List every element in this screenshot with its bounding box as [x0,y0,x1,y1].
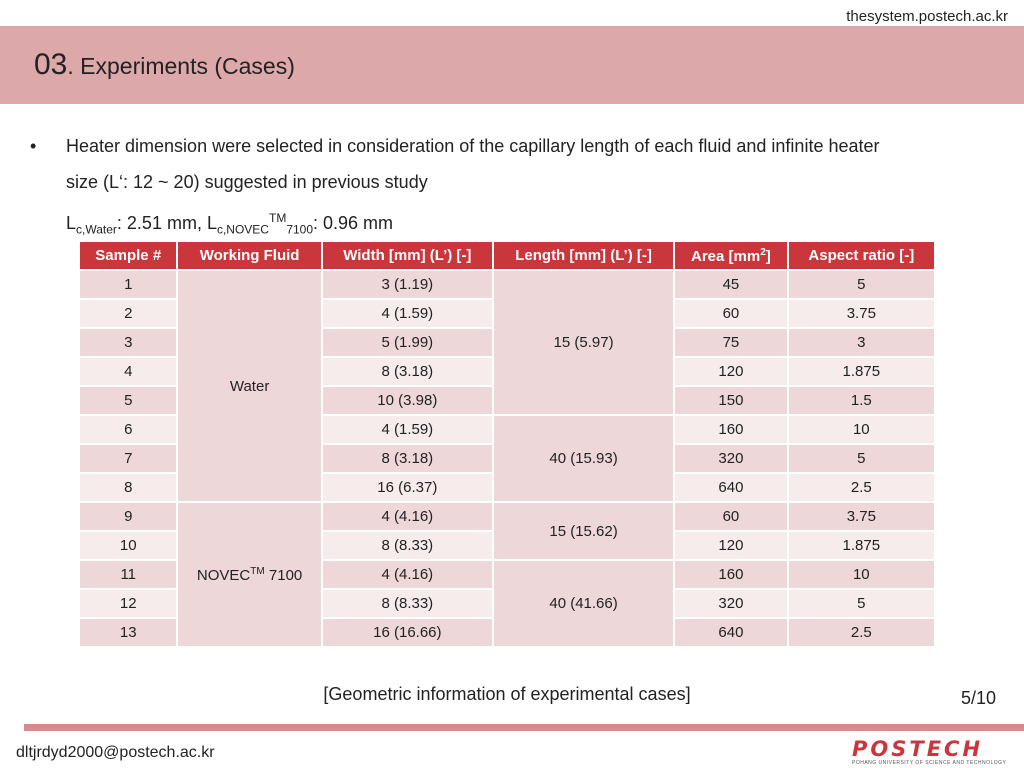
header-area-text: Area [mm [691,247,761,265]
section-number: 03 [34,48,68,81]
cell-sample: 3 [80,329,176,356]
header-sample: Sample # [80,242,176,269]
cell-area: 120 [675,358,786,385]
table-row [80,503,934,530]
header-aspect: Aspect ratio [-] [789,242,934,269]
cell-width: 4 (4.16) [323,561,492,588]
cell-area: 75 [675,329,786,356]
formula-l2-val: : 0.96 mm [313,213,394,233]
formula-l1-val: : 2.51 mm, [116,213,207,233]
cell-aspect: 3.75 [789,300,934,327]
cell-area: 160 [675,561,786,588]
title-band [0,26,1024,104]
cell-width: 8 (8.33) [323,532,492,559]
table-header-row [80,242,934,269]
cell-aspect: 1.5 [789,387,934,414]
cell-width: 5 (1.99) [323,329,492,356]
cell-width: 4 (1.59) [323,300,492,327]
cell-width: 16 (6.37) [323,474,492,501]
fluid-novec-text: NOVEC [196,566,251,584]
cell-sample: 11 [80,561,176,588]
cell-sample: 8 [80,474,176,501]
cell-aspect: 1.875 [789,532,934,559]
cell-sample: 2 [80,300,176,327]
cell-aspect: 10 [789,416,934,443]
cell-aspect: 5 [789,590,934,617]
cell-width: 4 (4.16) [323,503,492,530]
header-width: Width [mm] (L’) [-] [323,242,492,269]
cell-area: 640 [675,474,786,501]
logo-wordmark: POSTECH [852,737,984,761]
cell-sample: 4 [80,358,176,385]
experiment-cases-table [78,240,936,648]
cell-width: 8 (3.18) [323,445,492,472]
cell-sample: 7 [80,445,176,472]
cell-width: 8 (3.18) [323,358,492,385]
formula-l1: L [66,213,77,233]
table-row [80,271,934,298]
cell-aspect: 5 [789,271,934,298]
header-area [675,242,786,269]
cell-aspect: 1.875 [789,358,934,385]
cell-area: 45 [675,271,786,298]
cell-aspect: 2.5 [789,619,934,646]
cell-area: 160 [675,416,786,443]
cell-area: 60 [675,503,786,530]
fluid-novec-sup: TM [250,565,265,577]
cell-aspect: 3.75 [789,503,934,530]
fluid-novec-end: 7100 [264,566,303,584]
page-title [34,48,295,82]
bullet-block [30,128,990,248]
page-number: 5/10 [960,688,996,708]
cell-aspect: 10 [789,561,934,588]
cell-area: 640 [675,619,786,646]
cell-fluid-novec [178,503,320,646]
table-caption: [Geometric information of experimental cases] [323,684,691,704]
header-fluid: Working Fluid [178,242,320,269]
bullet-line-1: Heater dimension were selected in consideration of the capillary length of each fluid and infinite heater [66,136,880,156]
cell-width: 4 (1.59) [323,416,492,443]
cell-sample: 5 [80,387,176,414]
cell-length-group-3: 15 (15.62) [494,503,673,559]
formula-l2-sub: c,NOVEC [216,222,269,237]
formula-l1-sub: c,Water [76,222,117,237]
cell-sample: 1 [80,271,176,298]
cell-width: 16 (16.66) [323,619,492,646]
cell-area: 60 [675,300,786,327]
logo-subtitle: POHANG UNIVERSITY OF SCIENCE AND TECHNOLOGY [852,760,1007,766]
site-url: thesystem.postech.ac.kr [846,8,1008,25]
cell-aspect: 3 [789,329,934,356]
footer-email: dltjrdyd2000@postech.ac.kr [16,744,215,761]
formula-l2-sup: TM [268,211,287,225]
cell-length-group-2: 40 (15.93) [494,416,673,501]
cell-area: 320 [675,445,786,472]
cell-area: 150 [675,387,786,414]
formula-l2-sub2: 7100 [286,222,314,237]
cell-sample: 12 [80,590,176,617]
bullet-dot: • [30,136,37,156]
header-length: Length [mm] (L’) [-] [494,242,673,269]
cell-sample: 10 [80,532,176,559]
header-area-end: ] [765,247,771,265]
cell-fluid-water: Water [178,271,320,501]
cell-area: 120 [675,532,786,559]
cell-sample: 9 [80,503,176,530]
section-title: . Experiments (Cases) [67,53,295,79]
cell-length-group-1: 15 (5.97) [494,271,673,414]
cell-sample: 13 [80,619,176,646]
cell-width: 10 (3.98) [323,387,492,414]
cell-width: 8 (8.33) [323,590,492,617]
cell-aspect: 5 [789,445,934,472]
formula-l2: L [206,213,217,233]
header-area-sup: 2 [760,246,766,258]
cell-width: 3 (1.19) [323,271,492,298]
cell-length-group-4: 40 (41.66) [494,561,673,646]
bullet-line-2: size (L‘: 12 ~ 20) suggested in previous study [66,172,428,192]
cell-aspect: 2.5 [789,474,934,501]
footer-bar [24,724,1024,731]
postech-logo [852,738,1018,767]
cell-sample: 6 [80,416,176,443]
cell-area: 320 [675,590,786,617]
